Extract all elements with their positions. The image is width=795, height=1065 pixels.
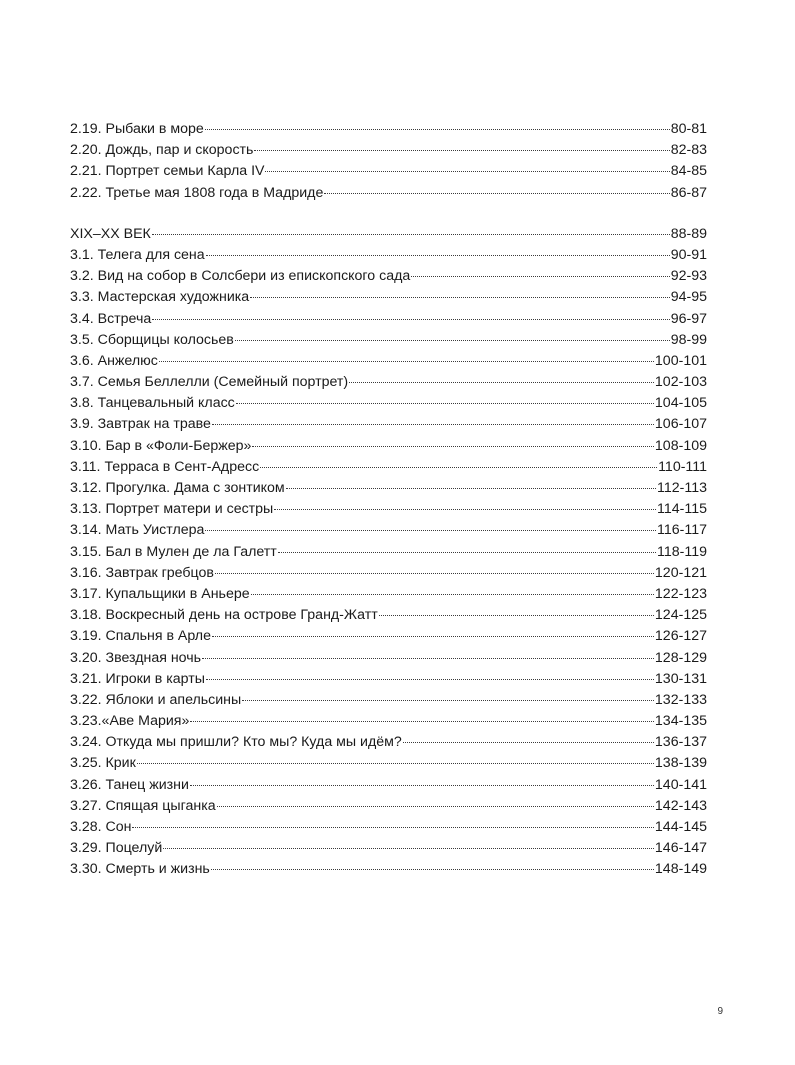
toc-entry [70,287,707,308]
toc-entry-pages: 82-83 [670,142,707,159]
toc-entry-title: 3.27. Спящая цыганка [70,797,216,814]
toc-entry-pages: 96-97 [670,310,707,327]
toc-entry-pages: 148-149 [654,861,707,878]
toc-entry-pages: 80-81 [670,121,707,137]
toc-entry [70,605,707,626]
toc-entry-pages: 120-121 [654,564,707,581]
toc-entry [70,838,707,859]
toc-entry-title: 3.29. Поцелуй [70,840,163,857]
toc-entry [70,309,707,330]
toc-entry [70,648,707,669]
toc-entry-title: 3.26. Танец жизни [70,776,189,793]
toc-entry-pages: 136-137 [654,734,707,751]
toc-entry-pages: 138-139 [654,755,707,772]
toc-entry [70,584,707,605]
toc-entry [70,669,707,690]
dot-leader [163,848,654,849]
toc-entry-pages: 132-133 [654,691,707,708]
toc-entry-title: 3.23.«Аве Мария» [70,713,190,730]
toc-entry-pages: 84-85 [670,163,707,180]
dot-leader [206,679,654,680]
dot-leader [254,150,669,151]
dot-leader [278,552,656,553]
toc-entry-pages: 94-95 [670,289,707,306]
dot-leader [252,446,653,447]
dot-leader [206,255,670,256]
toc-entry-title: 2.21. Портрет семьи Карла IV [70,163,265,180]
toc-entry [70,732,707,753]
toc-entry-title: 3.19. Спальня в Арле [70,628,211,645]
toc-entry-pages: 130-131 [654,670,707,687]
toc-entry-title: 3.13. Портрет матери и сестры [70,501,274,518]
toc-entry-pages: 98-99 [670,331,707,348]
toc-entry-title: 3.20. Звездная ночь [70,649,202,666]
dot-leader [274,509,656,510]
dot-leader [202,658,654,659]
dot-leader [159,361,654,362]
toc-entry-pages: 144-145 [654,819,707,835]
dot-leader [379,615,654,616]
toc-entry [70,457,707,478]
toc-entry [70,436,707,457]
toc-entry [70,183,707,204]
toc-entry-pages: 116-117 [657,522,707,539]
toc-entry-title: 3.3. Мастерская художника [70,289,250,306]
toc-entry [70,140,707,161]
toc-entry [70,224,707,245]
toc-group [70,224,707,881]
toc-entry [70,414,707,435]
dot-leader [349,382,654,383]
toc-entry-title: 3.17. Купальщики в Аньере [70,585,250,602]
toc-entry-title: 3.1. Телега для сена [70,246,205,263]
toc-entry [70,372,707,393]
toc-entry-title: 3.5. Сборщицы колосьев [70,331,234,348]
dot-leader [217,806,654,807]
toc-entry [70,542,707,563]
toc-entry [70,817,707,838]
toc-entry-title: 3.25. Крик [70,755,136,772]
dot-leader [152,319,669,320]
toc-entry-pages: 86-87 [670,184,707,201]
dot-leader [242,700,654,701]
toc-entry-pages: 92-93 [670,268,707,285]
toc-entry-pages: 104-105 [654,395,707,412]
toc-entry-title: 3.24. Откуда мы пришли? Кто мы? Куда мы идём? [70,734,402,751]
toc-entry-title: 3.15. Бал в Мулен де ла Галетт [70,543,277,560]
toc-entry-pages: 122-123 [654,585,707,602]
toc-entry [70,520,707,541]
toc-entry-pages: 140-141 [654,776,707,793]
dot-leader [265,171,669,172]
toc-entry-title: 3.28. Сон [70,819,132,835]
toc-entry-pages: 124-125 [654,607,707,624]
toc-entry [70,859,707,880]
toc-entry [70,330,707,351]
dot-leader [286,488,656,489]
toc-entry-title: 3.14. Мать Уистлера [70,522,205,539]
toc-entry-pages: 108-109 [654,437,707,454]
toc-entry-pages: 106-107 [654,416,707,433]
toc-entry-pages: 134-135 [654,713,707,730]
toc-entry-title: 2.20. Дождь, пар и скорость [70,142,254,159]
dot-leader [251,594,654,595]
dot-leader [205,129,670,130]
dot-leader [235,340,670,341]
toc-entry-title: 3.10. Бар в «Фоли-Бержер» [70,437,252,454]
toc-entry-pages: 142-143 [654,797,707,814]
toc-entry-pages: 146-147 [654,840,707,857]
toc-entry-title: 3.30. Смерть и жизнь [70,861,210,878]
toc-entry [70,351,707,372]
toc-entry-pages: 88-89 [670,225,707,242]
dot-leader [190,785,654,786]
dot-leader [411,276,669,277]
toc-entry-title: 3.21. Игроки в карты [70,670,205,687]
dot-leader [205,530,656,531]
toc-entry-pages: 118-119 [657,543,707,560]
toc-entry-pages: 126-127 [654,628,707,645]
toc-entry [70,478,707,499]
toc-entry-title: 3.12. Прогулка. Дама с зонтиком [70,480,285,496]
toc-entry-title: 3.2. Вид на собор в Солсбери из епископского сада [70,268,411,285]
toc-entry-title: 3.9. Завтрак на траве [70,416,211,433]
toc-entry-title: 3.22. Яблоки и апельсины [70,691,242,708]
dot-leader [152,234,670,235]
toc-entry-title: XIX–XX ВЕК [70,225,151,242]
toc-entry [70,775,707,796]
toc-entry-title: 3.6. Анжелюс [70,352,158,369]
toc-entry [70,161,707,182]
toc-entry-title: 3.16. Завтрак гребцов [70,564,214,581]
toc-entry-title: 3.11. Терраса в Сент-Адресс [70,458,260,475]
dot-leader [403,742,654,743]
toc-entry-title: 3.8. Танцевальный класс [70,395,235,412]
toc-entry [70,753,707,774]
toc-entry-pages: 128-129 [654,649,707,666]
toc-entry-title: 3.4. Встреча [70,310,152,327]
dot-leader [212,424,654,425]
toc-entry [70,393,707,414]
dot-leader [236,403,654,404]
toc-entry-pages: 114-115 [657,501,707,518]
toc-entry-pages: 110-111 [658,458,707,475]
dot-leader [190,721,654,722]
toc-entry-pages: 100-101 [654,352,707,369]
dot-leader [212,636,654,637]
toc-entry [70,690,707,711]
dot-leader [211,869,654,870]
toc-entry [70,266,707,287]
toc-entry-title: 2.22. Третье мая 1808 года в Мадриде [70,184,324,201]
toc-entry-pages: 90-91 [670,246,707,263]
toc-entry [70,499,707,520]
dot-leader [132,827,653,828]
table-of-contents [70,119,707,881]
dot-leader [250,297,670,298]
toc-entry [70,711,707,732]
toc-entry-title: 3.7. Семья Беллелли (Семейный портрет) [70,374,349,391]
toc-group [70,119,707,204]
toc-entry-title: 3.18. Воскресный день на острове Гранд-Жатт [70,607,378,624]
toc-entry [70,626,707,647]
toc-entry-title: 2.19. Рыбаки в море [70,121,204,137]
toc-entry [70,563,707,584]
dot-leader [260,467,657,468]
toc-entry-pages: 102-103 [654,374,707,391]
toc-entry [70,245,707,266]
toc-entry-pages: 112-113 [657,480,707,496]
dot-leader [215,573,654,574]
dot-leader [137,763,654,764]
dot-leader [324,193,669,194]
toc-entry [70,119,707,140]
toc-entry [70,796,707,817]
page-number: 9 [717,1006,723,1017]
